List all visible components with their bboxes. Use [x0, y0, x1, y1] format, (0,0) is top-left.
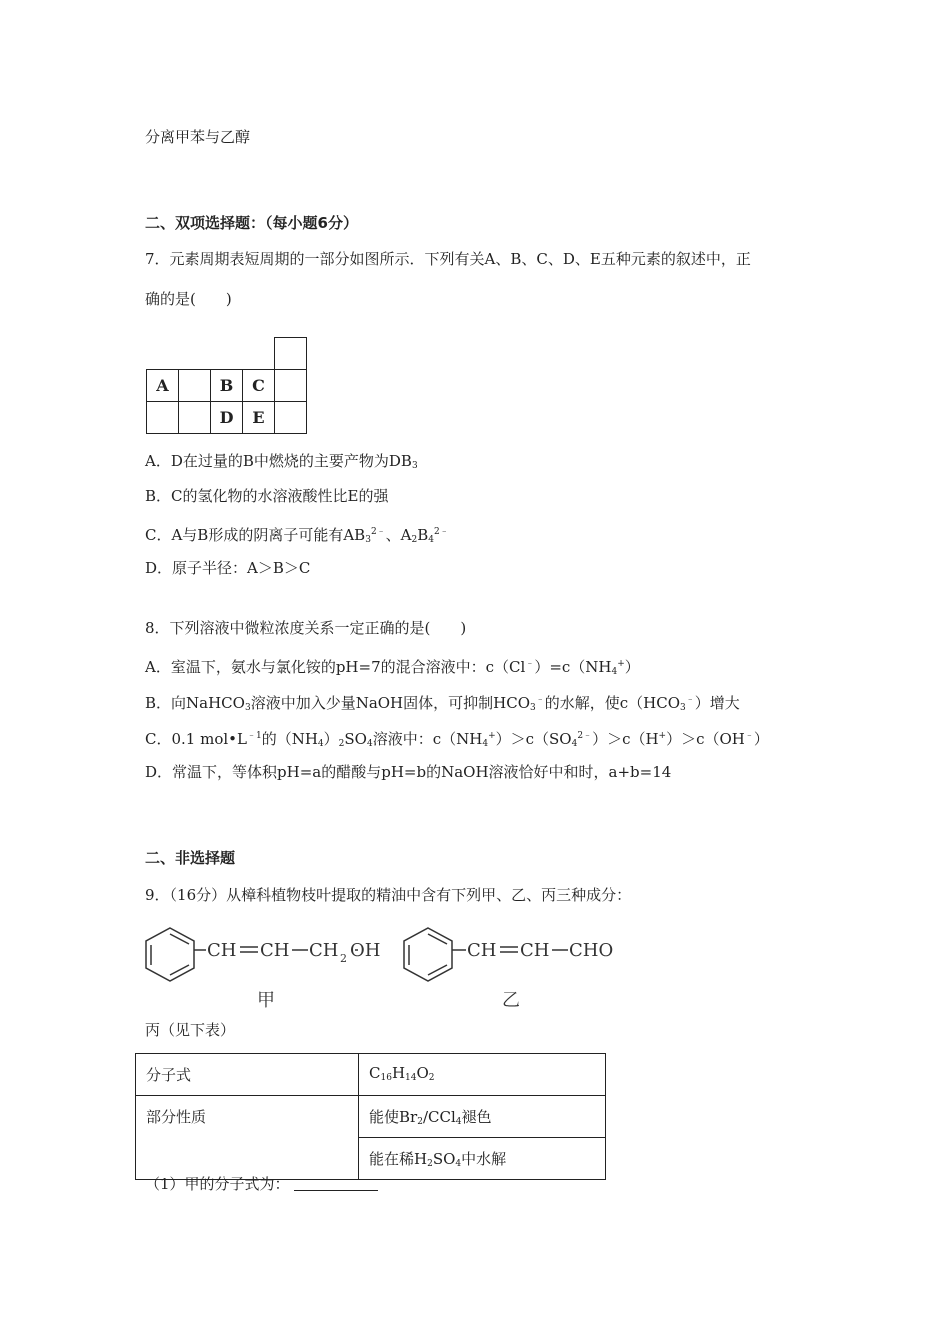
row-label-properties: 部分性质: [136, 1096, 359, 1180]
q7-option-d: D．原子半径：A＞B＞C: [145, 559, 311, 577]
pt-cell-empty: [179, 402, 211, 434]
pt-cell-d: D: [211, 402, 243, 434]
structure-jia: [140, 924, 390, 1014]
q7-option-c: C．A与B形成的阴离子可能有$AB_3^{2﹣}$、$A_2B_4^{2﹣}$: [145, 526, 449, 545]
row-value-property-2: 能在稀$H_2SO_4$中水解: [359, 1138, 606, 1180]
pt-cell-empty: [275, 370, 307, 402]
structure-yi: [398, 924, 628, 1014]
jia-label: 甲: [257, 990, 275, 1011]
section-heading-non-choice: 二、非选择题: [145, 849, 236, 867]
previous-option-text: 分离甲苯与乙醇: [145, 128, 251, 146]
bing-intro: 丙（见下表）: [145, 1021, 236, 1039]
q8-option-c: C．0.1 $mol•L^{﹣1}$的$(NH_4)_2SO_4$溶液中：$c(NH_4^+)>c(SO_4^{2﹣})>c(H^+)>c(OH^﹣)$: [145, 730, 769, 749]
q7-option-a: A．D在过量的B中燃烧的主要产物为$DB_3$: [145, 452, 418, 471]
yi-ch-2: CH: [520, 940, 550, 961]
pt-cell-empty: [275, 402, 307, 434]
q7-option-b: B．C的氢化物的水溶液酸性比E的强: [145, 487, 389, 505]
q9-stem: 9．（16分）从樟科植物枝叶提取的精油中含有下列甲、乙、丙三种成分：: [145, 886, 632, 904]
yi-cho: CHO: [569, 940, 614, 961]
jia-ch2-sub: 2: [340, 952, 347, 965]
q7-stem-line2: 确的是( ): [145, 290, 232, 308]
q8-option-b: B．向NaHCO$_3$溶液中加入少量NaOH固体，可抑制$HCO_3^﹣$的水解，使$c(HCO_3^﹣)$增大: [145, 694, 740, 713]
q9-sub1: （1）甲的分子式为：: [145, 1174, 378, 1194]
table-row: [136, 1054, 606, 1096]
jia-ch-2: CH: [260, 940, 290, 961]
section-heading-double-choice: 二、双项选择题：（每小题6分）: [145, 214, 358, 232]
pt-cell-b: B: [211, 370, 243, 402]
row-value-formula: $C_{16}H_{14}O_2$: [359, 1054, 606, 1096]
q8-stem: 8．下列溶液中微粒浓度关系一定正确的是( ): [145, 619, 467, 637]
pt-cell-e: E: [243, 402, 275, 434]
row-label-formula: 分子式: [136, 1054, 359, 1096]
pt-cell-empty: [179, 370, 211, 402]
answer-blank[interactable]: [294, 1176, 378, 1191]
pt-cell-c: C: [243, 370, 275, 402]
bing-property-table: [135, 1053, 606, 1180]
periodic-table-fragment: [146, 337, 307, 434]
jia-oh: OH: [350, 940, 381, 961]
q7-stem-line1: 7．元素周期表短周期的一部分如图所示．下列有关A、B、C、D、E五种元素的叙述中，正: [145, 250, 751, 268]
pt-cell-empty: [147, 402, 179, 434]
q8-option-a: A．室温下，氨水与氯化铵的pH=7的混合溶液中：$c(Cl^﹣)=c(NH_4^+)$: [145, 658, 640, 677]
q8-option-d: D．常温下，等体积pH=a的醋酸与pH=b的NaOH溶液恰好中和时，a+b=14: [145, 763, 672, 781]
row-value-property-1: 能使$Br_2/CCl_4$褪色: [359, 1096, 606, 1138]
jia-ch-1: CH: [207, 940, 237, 961]
yi-label: 乙: [502, 990, 520, 1011]
pt-cell-a: A: [147, 370, 179, 402]
yi-ch-1: CH: [467, 940, 497, 961]
jia-ch2: CH: [309, 940, 339, 961]
table-row: [136, 1096, 606, 1138]
pt-cell-top: [275, 338, 307, 370]
